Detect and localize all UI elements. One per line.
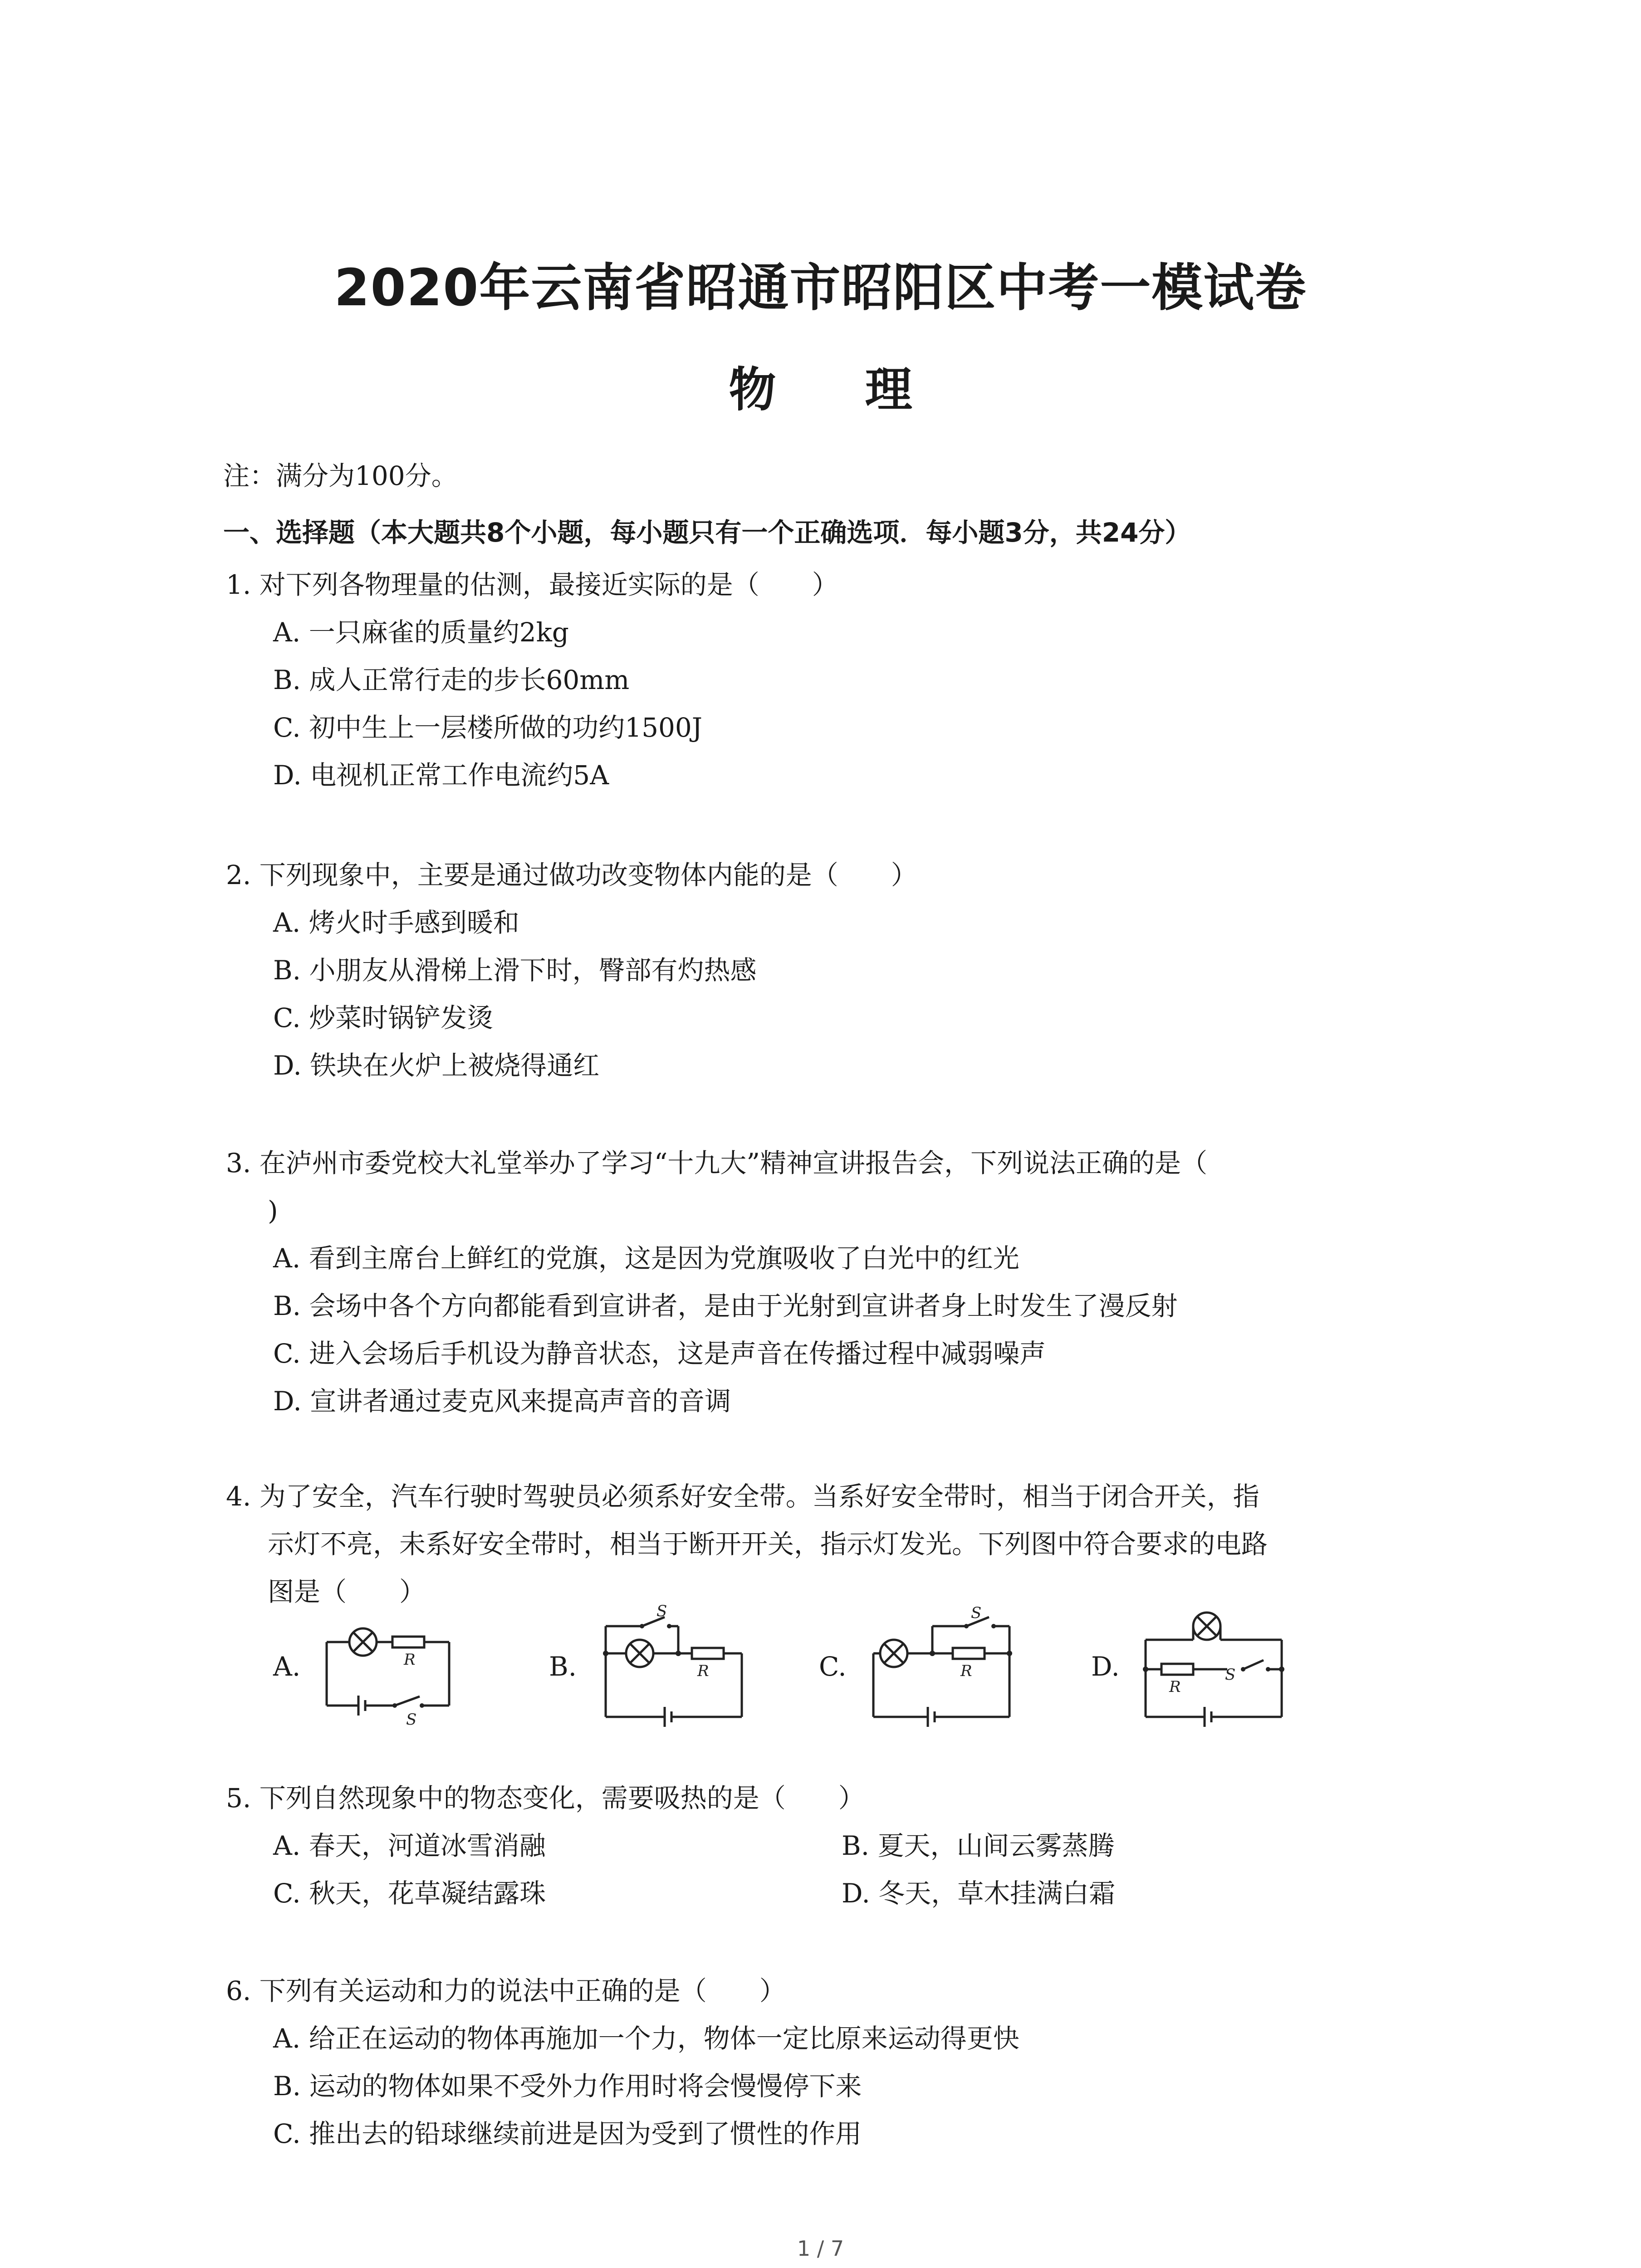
question-4-stem-line-3: 图是（ ）: [268, 1576, 426, 1607]
svg-text:S: S: [406, 1711, 417, 1729]
question-3-option-c: C. 进入会场后手机设为静音状态，这是声音在传播过程中减弱噪声: [273, 1338, 1046, 1369]
question-6-stem: 6. 下列有关运动和力的说法中正确的是（ ）: [226, 1975, 786, 2006]
question-5-option-b: B. 夏天，山间云雾蒸腾: [842, 1830, 1115, 1861]
circuit-diagram-d: [1136, 1608, 1291, 1730]
question-3-option-b: B. 会场中各个方向都能看到宣讲者，是由于光射到宣讲者身上时发生了漫反射: [273, 1290, 1178, 1321]
circuit-c-label: C.: [819, 1651, 847, 1682]
svg-text:S: S: [971, 1604, 982, 1622]
circuit-diagram-c: [864, 1604, 1019, 1730]
circuit-diagram-b: [597, 1602, 751, 1730]
question-2-option-d: D. 铁块在火炉上被烧得通红: [273, 1050, 600, 1081]
svg-text:R: R: [960, 1662, 972, 1680]
svg-text:R: R: [404, 1651, 416, 1669]
exam-title: 2020年云南省昭通市昭阳区中考一模试卷: [334, 259, 1307, 318]
page-number: 1 / 7: [797, 2236, 844, 2261]
question-1-option-c: C. 初中生上一层楼所做的功约1500J: [273, 712, 703, 743]
question-5-option-c: C. 秋天，花草凝结露珠: [273, 1878, 546, 1909]
circuit-diagram-a: [318, 1619, 463, 1728]
circuit-b-label: B.: [549, 1651, 577, 1682]
question-2-option-c: C. 炒菜时锅铲发烫: [273, 1002, 494, 1033]
circuit-a-label: A.: [273, 1651, 301, 1682]
question-5-option-a: A. 春天，河道冰雪消融: [273, 1830, 546, 1861]
question-1-option-b: B. 成人正常行走的步长60mm: [273, 665, 630, 695]
question-3-option-a: A. 看到主席台上鲜红的党旗，这是因为党旗吸收了白光中的红光: [273, 1243, 1019, 1274]
score-note: 注：满分为100分。: [223, 460, 458, 491]
question-2-option-a: A. 烤火时手感到暖和: [273, 907, 519, 938]
question-5-option-d: D. 冬天，草木挂满白霜: [842, 1878, 1116, 1909]
question-4-stem: 4. 为了安全，汽车行驶时驾驶员必须系好安全带。当系好安全带时，相当于闭合开关，指: [226, 1481, 1259, 1512]
question-1-option-a: A. 一只麻雀的质量约2kg: [273, 617, 569, 648]
svg-text:R: R: [1169, 1678, 1181, 1696]
question-6-option-c: C. 推出去的铅球继续前进是因为受到了惯性的作用: [273, 2118, 862, 2149]
svg-text:S: S: [1225, 1666, 1236, 1684]
question-6-option-a: A. 给正在运动的物体再施加一个力，物体一定比原来运动得更快: [273, 2023, 1019, 2054]
question-3-stem-continued: ): [268, 1195, 278, 1226]
circuit-d-label: D.: [1091, 1651, 1120, 1682]
svg-text:R: R: [697, 1662, 709, 1680]
question-1-option-d: D. 电视机正常工作电流约5A: [273, 760, 609, 791]
question-6-option-b: B. 运动的物体如果不受外力作用时将会慢慢停下来: [273, 2071, 862, 2102]
question-2-option-b: B. 小朋友从滑梯上滑下时，臀部有灼热感: [273, 955, 757, 986]
question-4-stem-line-2: 示灯不亮，未系好安全带时，相当于断开开关，指示灯发光。下列图中符合要求的电路: [268, 1529, 1268, 1559]
question-5-stem: 5. 下列自然现象中的物态变化，需要吸热的是（ ）: [226, 1783, 865, 1813]
question-3-stem: 3. 在泸州市委党校大礼堂举办了学习“十九大”精神宣讲报告会，下列说法正确的是（: [226, 1148, 1208, 1178]
question-1-stem: 1. 对下列各物理量的估测，最接近实际的是（ ）: [226, 569, 838, 600]
subject-title: 物 理: [729, 362, 949, 417]
svg-text:S: S: [656, 1602, 667, 1620]
section-heading: 一、选择题（本大题共8个小题，每小题只有一个正确选项．每小题3分，共24分）: [223, 517, 1191, 548]
question-2-stem: 2. 下列现象中，主要是通过做功改变物体内能的是（ ）: [226, 860, 917, 890]
question-3-option-d: D. 宣讲者通过麦克风来提高声音的音调: [273, 1386, 731, 1417]
